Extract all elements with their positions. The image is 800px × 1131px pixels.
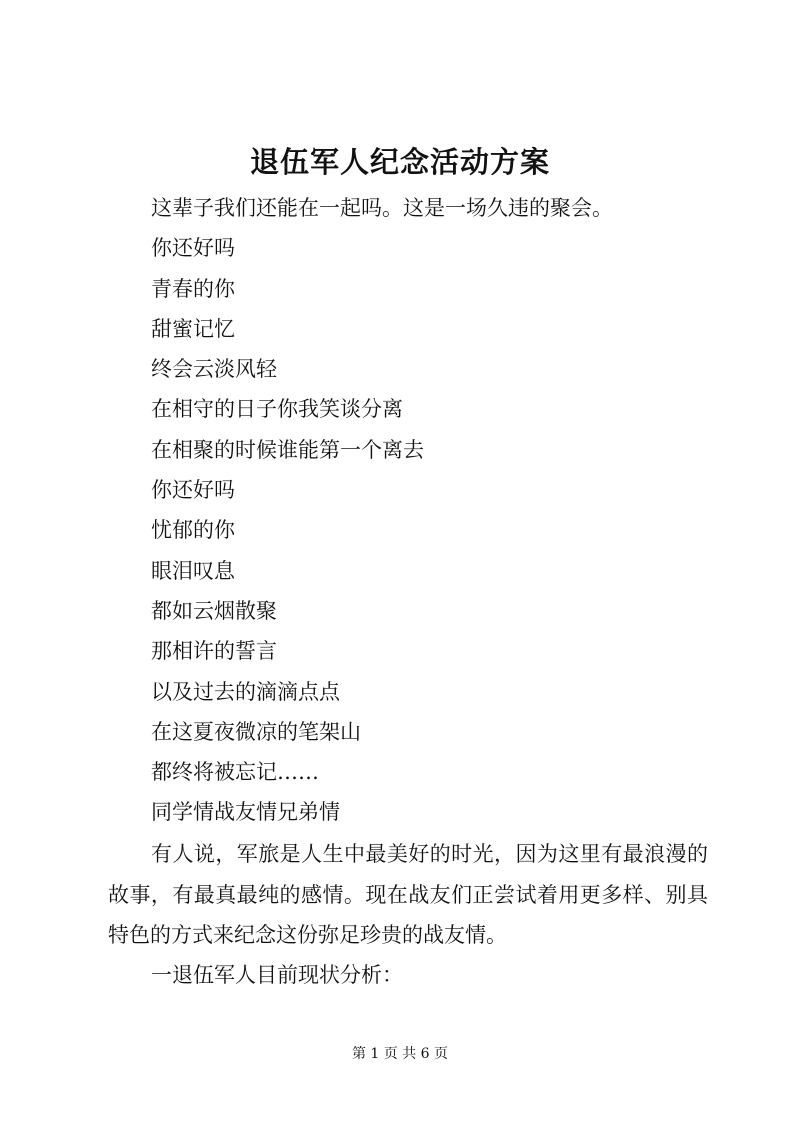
poem-line: 你还好吗	[151, 236, 235, 261]
poem-line: 这辈子我们还能在一起吗。这是一场久违的聚会。	[151, 196, 613, 220]
section-heading: 一退伍军人目前现状分析：	[151, 963, 403, 987]
poem-line: 都终将被忘记……	[151, 760, 319, 785]
poem-line: 眼泪叹息	[151, 558, 235, 583]
document-title: 退伍军人纪念活动方案	[249, 145, 550, 179]
poem-line: 同学情战友情兄弟情	[151, 800, 340, 825]
poem-line: 那相许的誓言	[151, 639, 277, 664]
poem-line: 终会云淡风轻	[151, 357, 277, 382]
poem-line: 在这夏夜微凉的笔架山	[151, 719, 361, 744]
poem-line: 在相守的日子你我笑谈分离	[151, 397, 403, 422]
poem-line: 青春的你	[151, 276, 235, 301]
page-footer: 第 1 页 共 6 页	[351, 1046, 449, 1062]
poem-line: 忧郁的你	[151, 518, 235, 543]
poem-line: 你还好吗	[151, 478, 235, 503]
poem-line: 在相聚的时候谁能第一个离去	[151, 437, 424, 462]
poem-block	[151, 188, 711, 833]
body-paragraph: 有人说，军旅是人生中最美好的时光，因为这里有最浪漫的故事，有最真最纯的感情。现在战友们正尝试着用更多样、别具特色的方式来纪念这份弥足珍贵的战友情。	[108, 842, 708, 947]
poem-line: 以及过去的滴滴点点	[151, 679, 340, 704]
poem-line: 都如云烟散聚	[151, 598, 277, 623]
poem-line: 甜蜜记忆	[151, 316, 235, 341]
